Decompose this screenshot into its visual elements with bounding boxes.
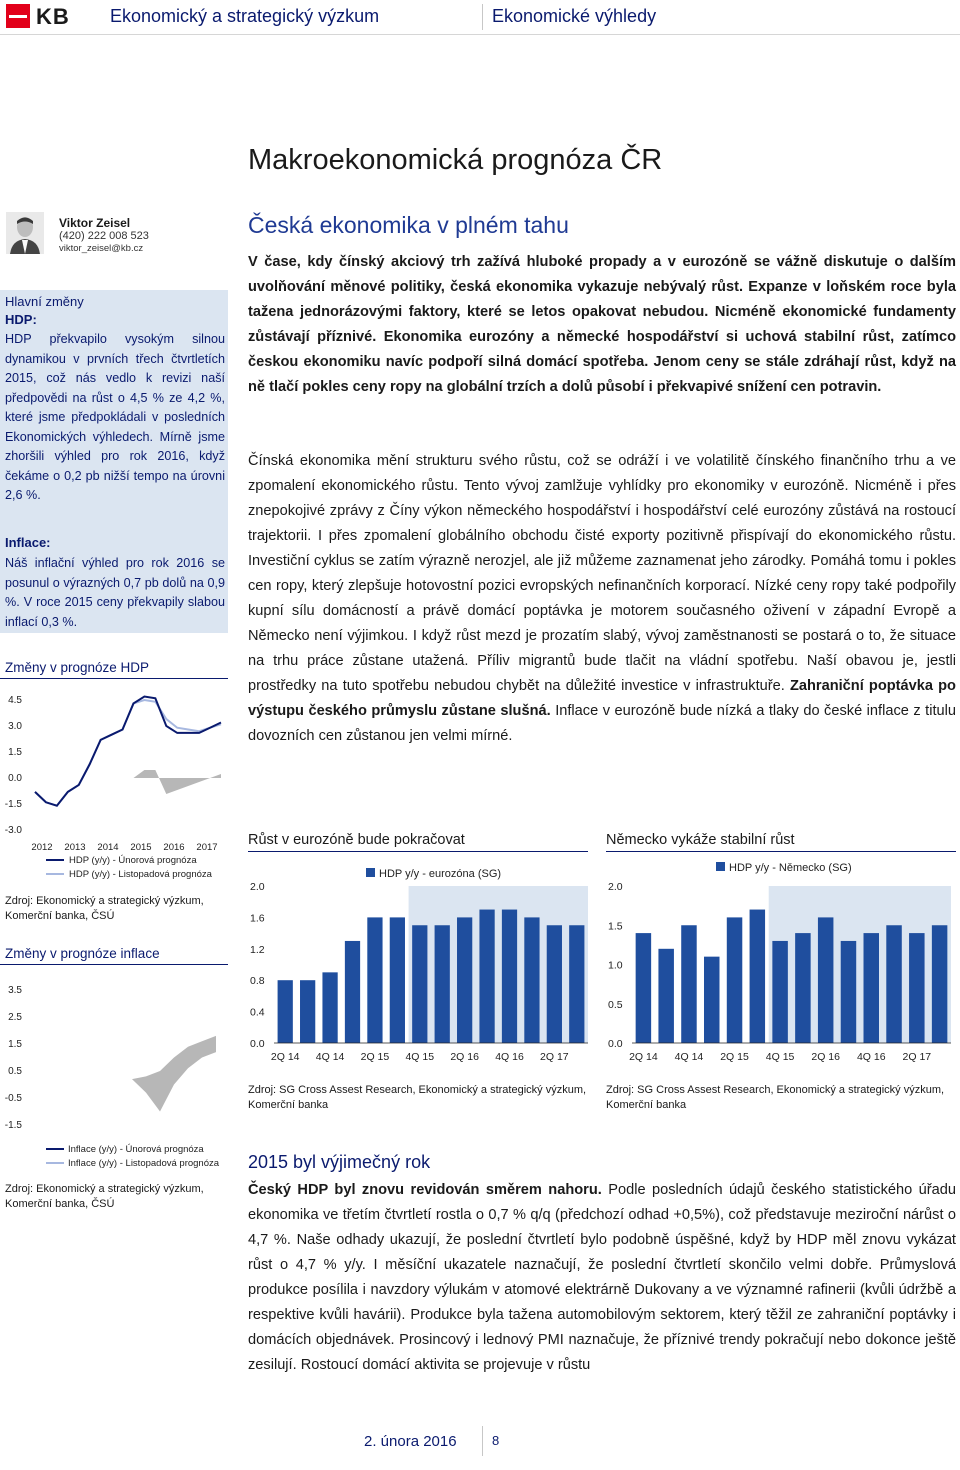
de-bar	[818, 917, 833, 1043]
section1-body-bold: Zahraniční poptávka po výstupu českého průmyslu zůstane slušná.	[248, 678, 956, 719]
header-rule	[0, 34, 960, 35]
ez-bar	[457, 917, 472, 1043]
gdp-y-tick-label: 1.5	[8, 747, 22, 758]
de-y-tick-label: 0.0	[608, 1038, 623, 1050]
de-bar	[909, 933, 924, 1043]
ez-bar	[435, 925, 450, 1043]
ez-x-tick-label: 2Q 15	[360, 1051, 390, 1063]
inflation-forecast-chart	[0, 975, 228, 1175]
header-title: Ekonomický a strategický výzkum	[110, 6, 380, 26]
key-changes-heading: Hlavní změny	[5, 294, 84, 309]
section1-body-a: Čínská ekonomika mění strukturu svého růstu, což se odráží i ve volatilitě čínského finančního trhu a ve zpomalení ekonomického růstu. Tento vývoj zamlžuje vyhlídky pro ekonomiky v eurozóně. Nicméně i přes znepokojivé zprávy z Číny výkon německého hospodářství i hospodářství celé eurozóny zůstává na rostoucí trajektorii. I přes zpomalení globálního obchodu čisté exporty pozitivně přispívají do ekonomického růstu. Investiční cyklus se zatím výrazně nerozjel, ale již můžeme zaznamenat jeho zárodky. Pomáhá tomu i pokles cen ropy, který zlepšuje hotovostní pozici evropských nefinančních korporací. Nízké ceny ropy také podpořily kupní sílu domácností a právě domácí poptávka je motorem současného oživení v západní Evropě a Německo není výjimkou. I když růst mezd je prozatím slabý, vývoj zaměstnanosti se postará o to, že situace na trhu práce zůstane utažená. Příliv migrantů bude tlačit na vládní spotřebu. Naší obavou je, jestli prostředky na tuto spotřebu nebudou chybět na důležité investice v infrastruktuře.	[248, 453, 956, 694]
ez-y-tick-label: 0.4	[250, 1006, 265, 1019]
section2-text: Podle posledních údajů českého statistického úřadu ekonomika ve třetím čtvrtletí rostla o 0,7 % q/q (předchozí odhad +0,5%), což představuje meziroční nárůst o 4,7 %. Naše odhady ukazují, že poslední čtvrtletí bylo podobně úspěšné, když by HDP měl znovu vykázat růst o 4,7 % y/y. I měsíční ukazatele naznačují, že poslední čtvrtletí skončilo velmi dobře. Průmyslová produkce posílila i navzdory výlukám v atomové elektrárně Dukovany a ve významné rafinerii (kvůli údržbě a respektive kvůli havárii). Produkce byla tažena automobilovým sektorem, který těžil ze zahraniční poptávky i domácích objednávek. Prosincový i lednový PMI naznačuje, že příznivé trendy pokračují nebo dokonce ještě zesilují. Rostoucí domácí aktivita se projevuje v růstu	[248, 1182, 956, 1373]
de-y-tick-label: 1.0	[608, 959, 623, 972]
ez-bar	[390, 917, 405, 1043]
de-x-tick-label: 2Q 17	[902, 1051, 932, 1063]
ez-bar	[367, 917, 382, 1043]
de-x-tick-label: 2Q 15	[720, 1051, 749, 1063]
gdp-line-february	[35, 697, 221, 806]
page-header	[0, 0, 960, 34]
ez-x-tick-label: 2Q 14	[270, 1051, 300, 1063]
gdp-legend-label: HDP (y/y) - Listopadová prognóza	[69, 869, 212, 880]
gdp-chart-rule	[0, 678, 228, 679]
ez-x-tick-label: 4Q 16	[495, 1051, 524, 1063]
inflation-y-tick-label: 2.5	[8, 1012, 22, 1023]
de-bar	[658, 949, 673, 1043]
inflation-forecast-chart-title: Změny v prognóze inflace	[5, 946, 160, 961]
section1-body	[248, 449, 956, 749]
gdp-y-tick-label: -1.5	[4, 799, 22, 810]
ez-legend-label: HDP y/y - eurozóna (SG)	[379, 868, 502, 880]
hdp-text: HDP překvapilo vysokým silnou dynamikou v prvních třech čtvrtletích 2015, což nás vedlo k revizi naší předpovědi na růst o 4,5 % ze 4,2 %, které jsme předpokládali v posledních Ekonomických výhledech. Mírně jsme zhoršili výhled pro rok 2016, když čekáme o 0,2 pb nižší tempo na úrovni 2,6 %.	[5, 332, 225, 502]
inflation-y-tick-label: -0.5	[4, 1093, 22, 1104]
de-x-tick-label: 4Q 16	[856, 1051, 886, 1063]
ez-y-tick-label: 1.2	[250, 943, 265, 956]
eurozone-chart-title: Růst v eurozóně bude pokračovat	[248, 832, 465, 848]
ez-bar	[412, 925, 427, 1043]
ez-x-tick-label: 2Q 17	[540, 1051, 569, 1063]
de-y-tick-label: 1.5	[608, 920, 623, 933]
gdp-x-tick-label: 2016	[163, 842, 185, 853]
gdp-y-tick-label: 4.5	[8, 695, 22, 706]
gdp-legend-label: HDP (y/y) - Únorová prognóza	[69, 855, 197, 866]
kb-logo	[6, 4, 98, 28]
ez-x-tick-label: 4Q 14	[315, 1051, 345, 1063]
de-bar	[681, 925, 696, 1043]
gdp-x-tick-label: 2017	[196, 842, 218, 853]
gdp-forecast-chart	[0, 690, 228, 890]
section2-body	[248, 1178, 956, 1378]
inflation-y-tick-label: 3.5	[8, 985, 22, 996]
germany-chart-rule	[606, 851, 956, 852]
de-x-tick-label: 2Q 14	[629, 1051, 658, 1063]
ez-y-tick-label: 2.0	[250, 881, 265, 893]
de-bar	[704, 957, 719, 1043]
de-x-tick-label: 4Q 14	[674, 1051, 704, 1063]
ez-bar	[278, 980, 293, 1043]
hdp-heading: HDP:	[5, 312, 37, 327]
section1-body-b: Inflace v eurozóně bude nízká a tlaky do české inflace z titulu dovozních cen zůstanou jen velmi mírné.	[248, 703, 956, 744]
inflation-chart-rule	[0, 964, 228, 965]
section-heading-2015: 2015 byl výjimečný rok	[248, 1152, 431, 1172]
de-bar	[886, 925, 901, 1043]
gdp-y-tick-label: 0.0	[8, 773, 22, 784]
gdp-x-tick-label: 2015	[130, 842, 152, 853]
inflation-chart-source: Zdroj: Ekonomický a strategický výzkum, Komerční banka, ČSÚ	[5, 1183, 204, 1210]
inflation-text: Náš inflační výhled pro rok 2016 se posunul o výrazných 0,7 pb dolů na 0,9 %. V roce 2015 ceny překvapily slabou inflací 0,3 %.	[5, 556, 225, 629]
gdp-x-tick-label: 2012	[31, 842, 53, 853]
header-divider	[482, 4, 483, 30]
footer-divider	[482, 1426, 483, 1456]
ez-bar	[502, 910, 517, 1043]
footer-date: 2. února 2016	[364, 1433, 457, 1450]
ez-y-tick-label: 0.0	[250, 1038, 265, 1050]
germany-chart-title: Německo vykáže stabilní růst	[606, 832, 795, 848]
de-x-tick-label: 4Q 15	[765, 1051, 795, 1063]
ez-bar	[322, 972, 337, 1043]
de-bar	[841, 941, 856, 1043]
ez-bar	[479, 910, 494, 1043]
eurozone-gdp-chart	[248, 858, 593, 1068]
section2-lead: Český HDP byl znovu revidován směrem nahoru.	[248, 1182, 602, 1198]
de-x-tick-label: 2Q 16	[811, 1051, 840, 1063]
de-y-tick-label: 2.0	[608, 881, 623, 893]
de-bar	[636, 933, 651, 1043]
germany-chart-source: Zdroj: SG Cross Assest Research, Ekonomický a strategický výzkum, Komerční banka	[606, 1084, 945, 1111]
de-legend-label: HDP y/y - Německo (SG)	[729, 862, 852, 874]
de-bar	[932, 925, 947, 1043]
de-bar	[727, 917, 742, 1043]
de-y-tick-label: 0.5	[608, 998, 623, 1011]
ez-y-tick-label: 0.8	[250, 975, 265, 988]
section-heading-czech-economy: Česká ekonomika v plném tahu	[248, 212, 569, 238]
page-title: Makroekonomická prognóza ČR	[248, 144, 663, 176]
ez-y-tick-label: 1.6	[250, 912, 265, 925]
gdp-y-tick-label: 3.0	[8, 721, 22, 732]
author-email[interactable]: viktor_zeisel@kb.cz	[59, 243, 144, 254]
inflation-y-tick-label: -1.5	[4, 1120, 22, 1131]
de-bar	[750, 910, 765, 1043]
inflation-legend-label: Inflace (y/y) - Listopadová prognóza	[68, 1158, 220, 1169]
header-subtitle: Ekonomické výhledy	[492, 6, 657, 26]
de-bar	[864, 933, 879, 1043]
eurozone-chart-rule	[248, 851, 588, 852]
page-number: 8	[492, 1433, 500, 1448]
author-name: Viktor Zeisel	[59, 216, 131, 230]
eurozone-chart-source: Zdroj: SG Cross Assest Research, Ekonomický a strategický výzkum, Komerční banka	[248, 1084, 587, 1111]
section1-lead: V čase, kdy čínský akciový trh zažívá hluboké propady a v eurozóně se vážně diskutuje o dalším uvolňování měnové politiky, česká ekonomika vykazuje nebývalý růst. Expanze v loňském roce byla tažena jednorázovými faktory, které se letos opakovat nebudou. Nicméně ekonomické fundamenty zůstávají příznivé. Ekonomika eurozóny a německé hospodářství si uchová stabilní růst, zatímco českou ekonomiku navíc podpoří silná domácí spotřeba. Jenom ceny se stále zdráhají růst, když na ně tlačí pokles ceny ropy na globální trzích a dolů působí i překvapivé snížení cen potravin.	[248, 254, 956, 395]
ez-legend-swatch	[366, 868, 375, 877]
kb-logo-text: KB	[36, 4, 70, 29]
inflation-y-tick-label: 1.5	[8, 1039, 22, 1050]
de-bar	[795, 933, 810, 1043]
inflation-y-tick-label: 0.5	[8, 1066, 22, 1077]
ez-x-tick-label: 4Q 15	[405, 1051, 435, 1063]
de-legend-swatch	[716, 862, 725, 871]
ez-bar	[300, 980, 315, 1043]
gdp-revision-area	[35, 770, 221, 794]
inflation-heading: Inflace:	[5, 535, 51, 550]
gdp-x-tick-label: 2014	[97, 842, 119, 853]
ez-bar	[524, 917, 539, 1043]
inflation-revision-area	[48, 1006, 216, 1111]
ez-bar	[569, 925, 584, 1043]
author-photo	[6, 212, 44, 254]
ez-x-tick-label: 2Q 16	[450, 1051, 479, 1063]
key-changes-box	[0, 290, 228, 633]
germany-gdp-chart	[606, 858, 956, 1068]
gdp-chart-source: Zdroj: Ekonomický a strategický výzkum, Komerční banka, ČSÚ	[5, 895, 204, 922]
de-bar	[772, 941, 787, 1043]
gdp-y-tick-label: -3.0	[4, 825, 22, 836]
ez-bar	[547, 925, 562, 1043]
gdp-x-tick-label: 2013	[64, 842, 86, 853]
author-phone: (420) 222 008 523	[59, 230, 149, 242]
ez-bar	[345, 941, 360, 1043]
inflation-legend-label: Inflace (y/y) - Únorová prognóza	[68, 1144, 204, 1155]
kb-logo-mark	[6, 4, 30, 28]
gdp-forecast-chart-title: Změny v prognóze HDP	[5, 660, 150, 675]
